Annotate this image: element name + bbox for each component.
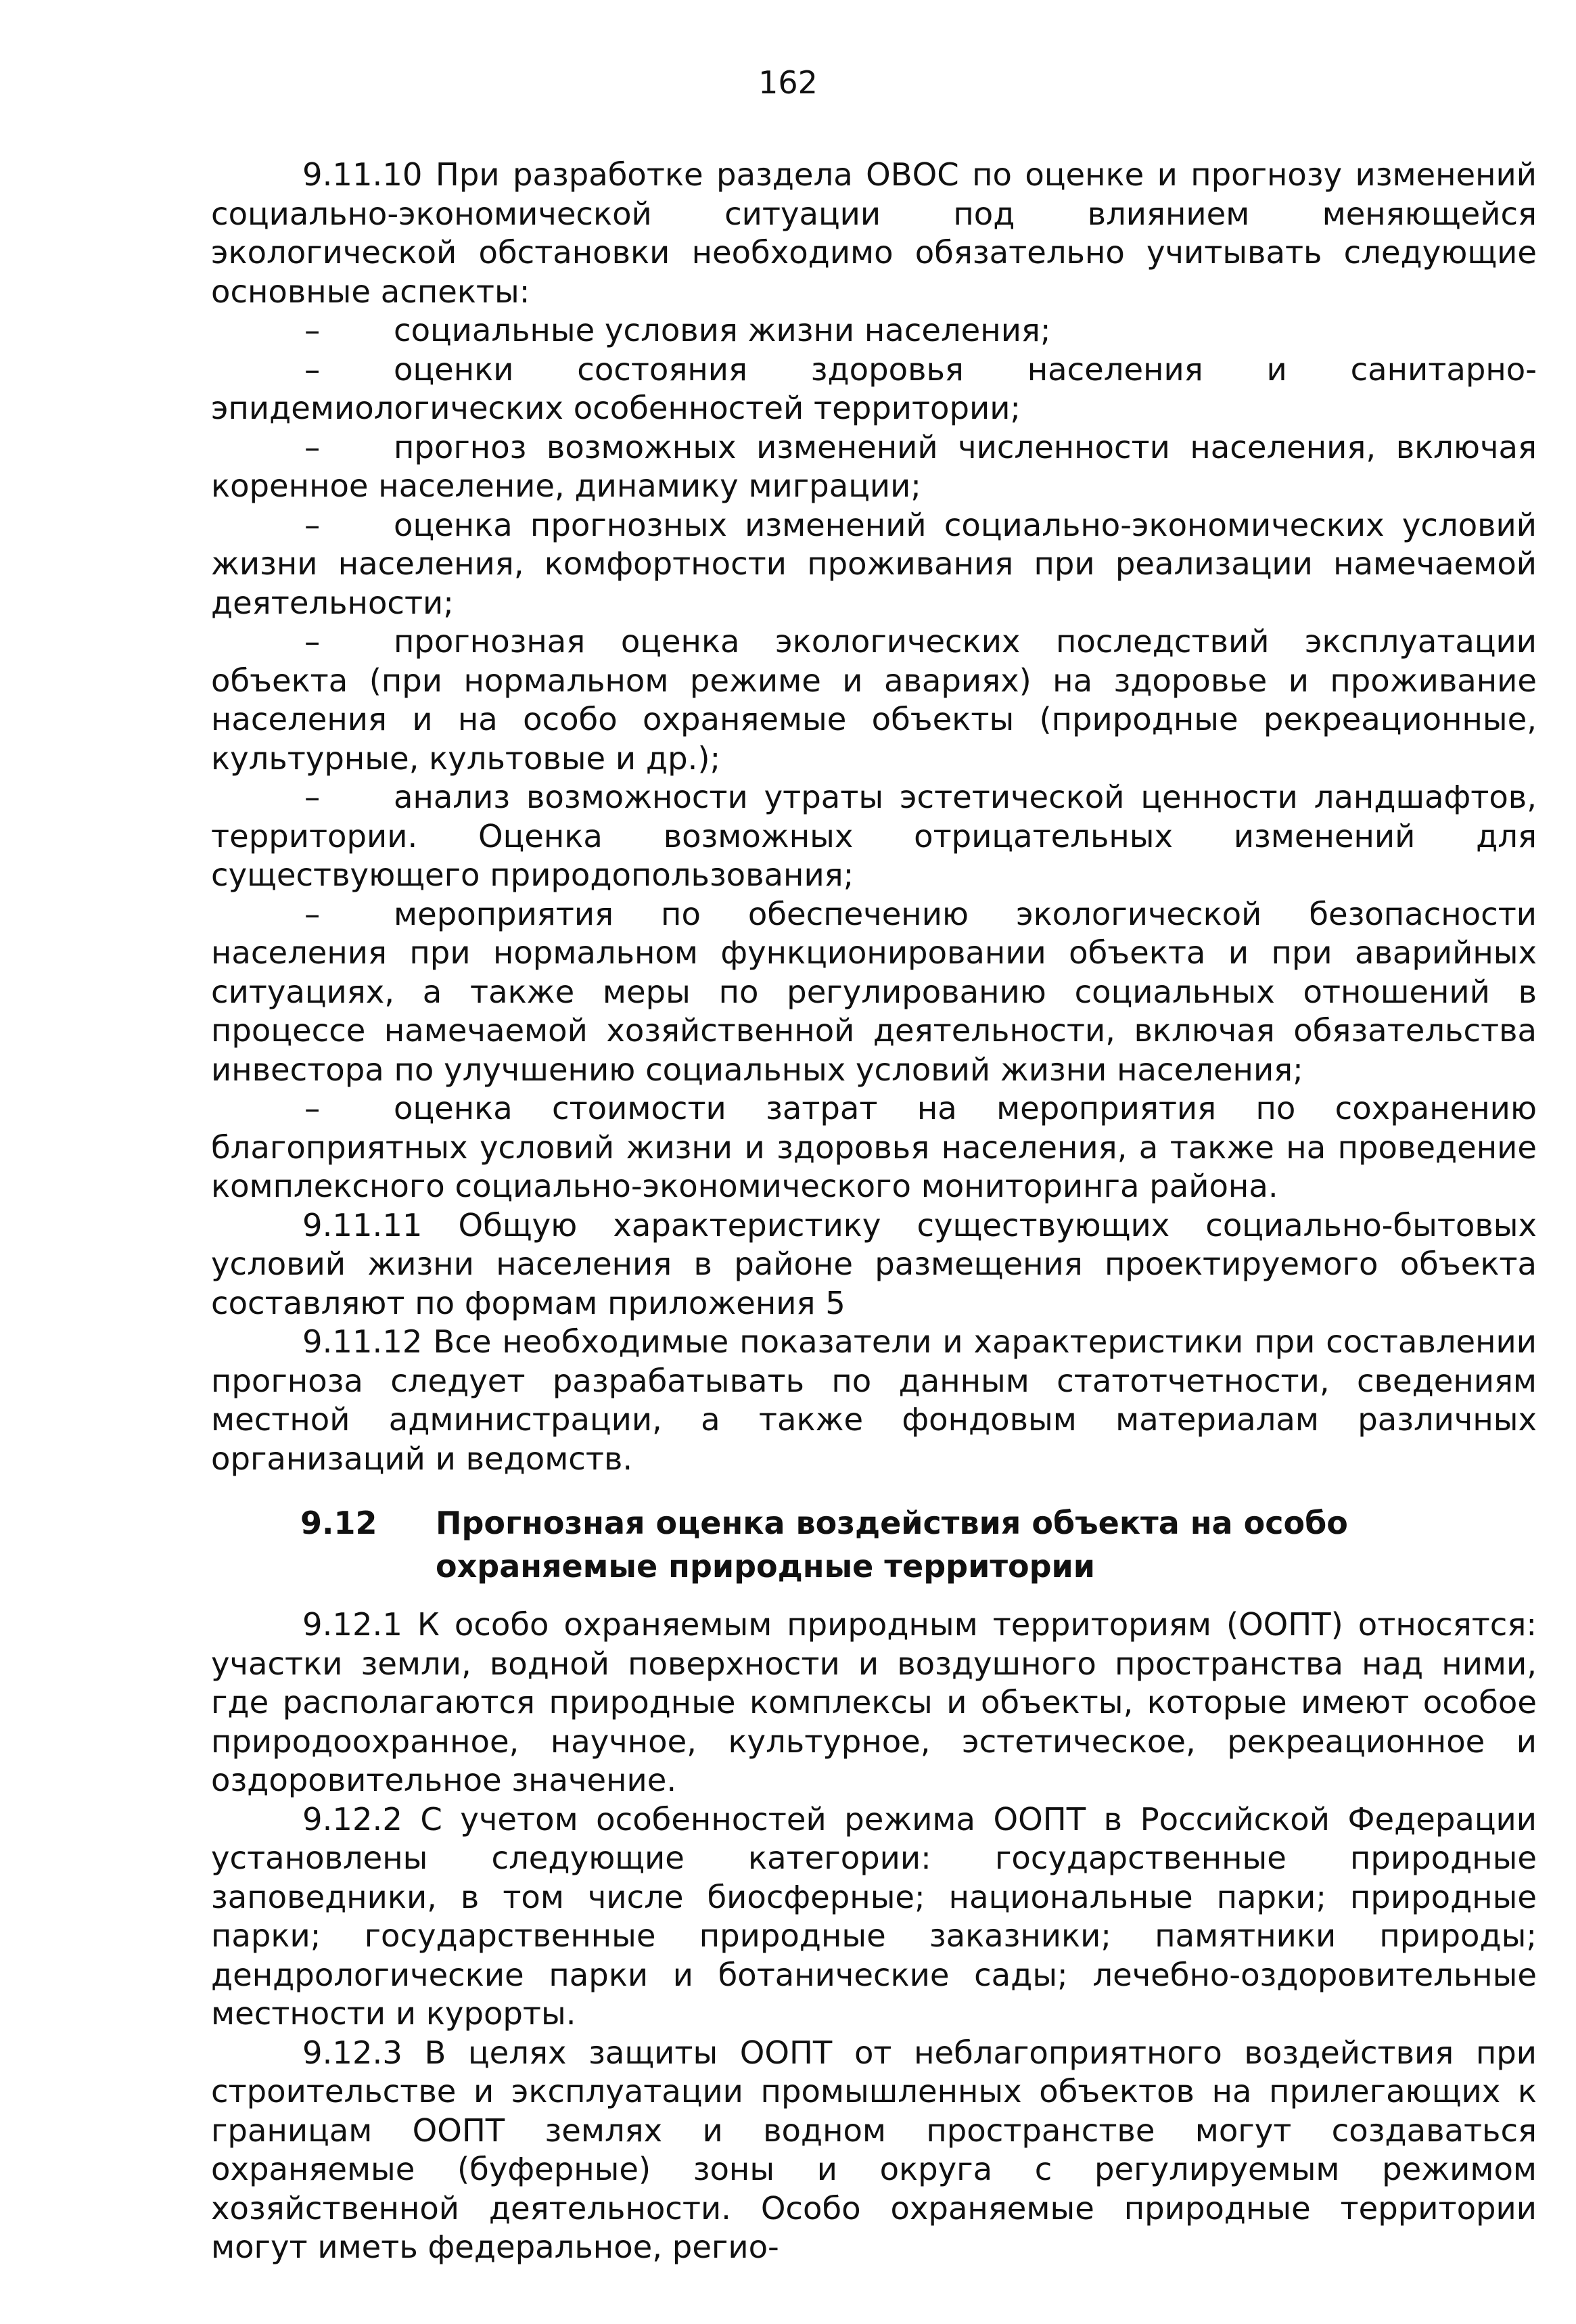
dash-marker: –: [304, 623, 321, 660]
page-number: 162: [758, 64, 818, 101]
paragraph-9-11-10: 9.11.10 При разработке раздела ОВОС по оценке и прогнозу изменений социально-экономической ситуации под влиянием меняющейся экологической обстановки необходимо обязательно учитывать следующие основные аспекты:: [211, 156, 1537, 310]
paragraph-9-12-3: 9.12.3 В целях защиты ООПТ от неблагоприятного воздействия при строительстве и эксплуатации промышленных объектов на прилегающих к границам ООПТ землях и водном пространстве могут создаваться охраняемые (буферные) зоны и округа с регулируемым режимом хозяйственной деятельности. Особо охраняемые природные территории могут иметь федеральное, регио-: [211, 2034, 1537, 2265]
section-title: Прогнозная оценка воздействия объекта на особо охраняемые природные территории: [436, 1505, 1348, 1585]
list-item: [211, 428, 1537, 506]
list-item-text: оценки состояния здоровья населения и санитарно-эпидемиологических особенностей территории;: [211, 350, 1537, 426]
section-heading: [211, 1501, 1537, 1588]
list-item: [211, 350, 1537, 428]
paragraph-9-11-12: 9.11.12 Все необходимые показатели и характеристики при составлении прогноза следует разрабатывать по данным статотчетности, сведениям местной администрации, а также фондовым материалам различных организаций и ведомств.: [211, 1323, 1537, 1477]
list-item-text: прогнозная оценка экологических последствий эксплуатации объекта (при нормальном режиме и авариях) на здоровье и проживание населения и на особо охраняемые объекты (природные рекреационные, культурные, культовые и др.);: [211, 623, 1537, 777]
list-item-text: оценка стоимости затрат на мероприятия по сохранению благоприятных условий жизни и здоровья населения, а также на проведение комплексного социально-экономического мониторинга района.: [211, 1090, 1537, 1204]
list-item-text: прогноз возможных изменений численности населения, включая коренное население, динамику миграции;: [211, 428, 1537, 504]
list-item-text: анализ возможности утраты эстетической ценности ландшафтов, территории. Оценка возможных отрицательных изменений для существующего природопользования;: [211, 779, 1537, 893]
dash-marker: –: [304, 312, 321, 348]
list-item: [211, 311, 1537, 350]
list-item-text: оценка прогнозных изменений социально-экономических условий жизни населения, комфортности проживания при реализации намечаемой деятельности;: [211, 506, 1537, 621]
list-item: [211, 506, 1537, 623]
paragraph-9-12-2: 9.12.2 С учетом особенностей режима ООПТ в Российской Федерации установлены следующие категории: государственные природные заповедники, в том числе биосферные; национальные парки; природные парки; государственные природные заказники; памятники природы; дендрологические парки и ботанические сады; лечебно-оздоровительные местности и курорты.: [211, 1800, 1537, 2032]
list-item: [211, 622, 1537, 778]
bullet-list: [211, 311, 1537, 1206]
dash-marker: –: [304, 1090, 321, 1126]
section-number: 9.12: [300, 1505, 377, 1541]
dash-marker: –: [304, 350, 321, 388]
dash-marker: –: [304, 428, 321, 465]
list-item: [211, 778, 1537, 895]
list-item: [211, 895, 1537, 1090]
list-item-text: мероприятия по обеспечению экологической безопасности населения при нормальном функционировании объекта и при аварийных ситуациях, а также меры по регулированию социальных отношений в процессе намечаемой хозяйственной деятельности, включая обязательства инвестора по улучшению социальных условий жизни населения;: [211, 895, 1537, 1088]
dash-marker: –: [304, 895, 321, 932]
page-content: [211, 156, 1537, 2267]
list-item: [211, 1089, 1537, 1206]
paragraph-9-11-11: 9.11.11 Общую характеристику существующих социально-бытовых условий жизни населения в районе размещения проектируемого объекта составляют по формам приложения 5: [211, 1206, 1537, 1321]
dash-marker: –: [304, 779, 321, 815]
list-item-text: социальные условия жизни населения;: [394, 312, 1051, 348]
paragraph-9-12-1: 9.12.1 К особо охраняемым природным территориям (ООПТ) относятся: участки земли, водной поверхности и воздушного пространства над ними, где располагаются природные комплексы и объекты, которые имеют особое природоохранное, научное, культурное, эстетическое, рекреационное и оздоровительное значение.: [211, 1606, 1537, 1798]
dash-marker: –: [304, 506, 321, 543]
